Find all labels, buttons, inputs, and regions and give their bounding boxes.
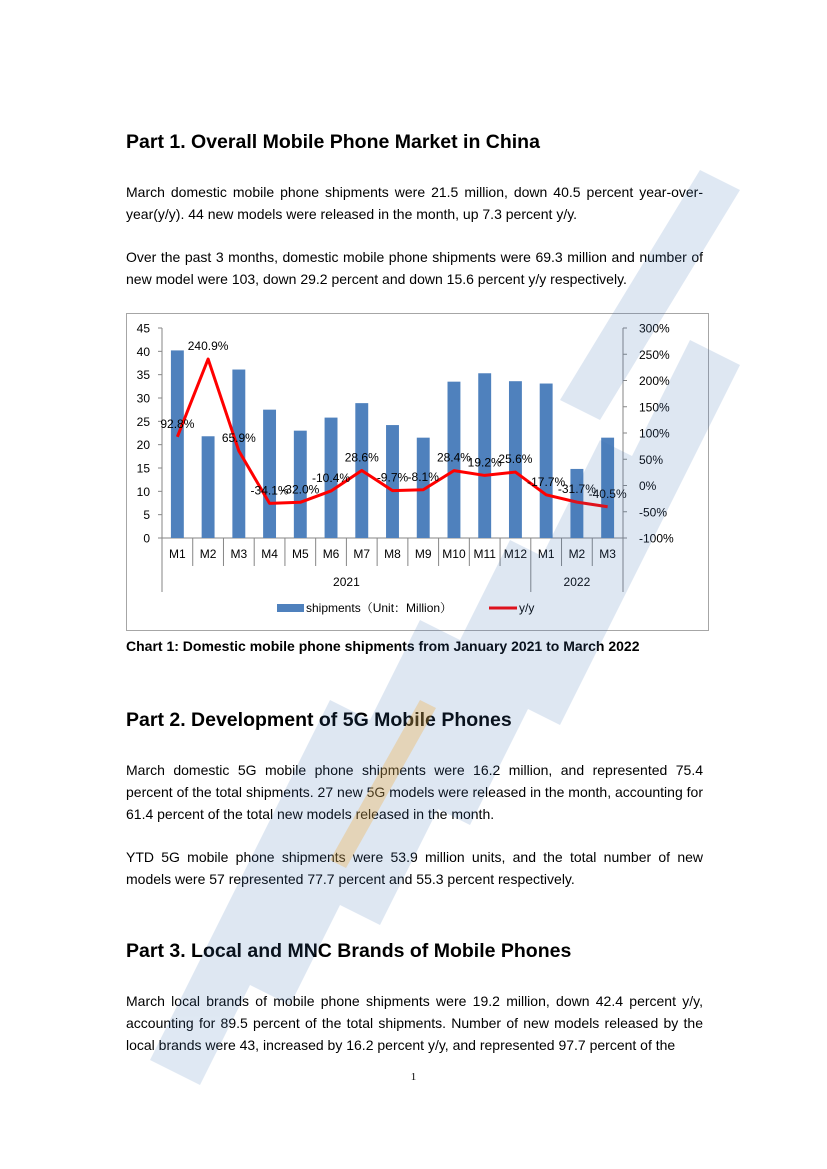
x-tick-label: M2 (568, 547, 586, 561)
left-tick-label: 45 (136, 321, 150, 336)
x-tick-label: M4 (261, 547, 278, 561)
right-tick-label: -100% (639, 531, 674, 546)
yy-data-label: -9.7% (376, 470, 409, 485)
yy-data-label: -34.1% (250, 483, 289, 498)
x-tick-label: M5 (291, 547, 309, 561)
left-tick-label: 40 (136, 344, 150, 359)
shipments-bar (540, 384, 553, 538)
yy-data-label: -8.1% (407, 469, 439, 484)
x-tick-label: M3 (230, 547, 248, 561)
yy-data-label: -17.7% (527, 474, 566, 489)
shipments-bar (263, 410, 276, 538)
x-tick-label: M2 (199, 547, 217, 561)
page-number: 1 (410, 1071, 417, 1083)
shipments-bar (202, 436, 215, 538)
x-tick-label: M1 (537, 547, 555, 561)
section2-paragraph-2: YTD 5G mobile phone shipments were 53.9 million units, and the total number of new models were 57 represented 77.7 percent and 55.3 percent respectively. (126, 849, 703, 887)
yy-data-label: 240.9% (187, 339, 229, 354)
year-group-label: 2021 (333, 575, 360, 589)
left-tick-label: 10 (136, 484, 150, 499)
year-group-label: 2022 (563, 575, 591, 589)
shipments-bar (171, 350, 184, 538)
x-tick-label: M10 (442, 547, 466, 561)
yy-data-label: 28.4% (436, 450, 471, 465)
yy-data-label: 28.6% (344, 450, 379, 465)
section3-paragraph-1: March local brands of mobile phone shipments were 19.2 million, down 42.4 percent y/y, accounting for 89.5 percent of the total shipments. Number of new models released by the local brands were 43, increased by 16.2 percent y/y, and represented 97.7 percent of the (126, 993, 703, 1053)
yy-data-label: 65.9% (221, 430, 256, 445)
section1-paragraph-1: March domestic mobile phone shipments were 21.5 million, down 40.5 percent year-over-year(y/y). 44 new models were released in the month, up 7.3 percent y/y. (126, 184, 703, 222)
x-tick-label: M3 (599, 547, 616, 561)
left-tick-label: 15 (136, 461, 150, 476)
chart-frame (126, 313, 709, 631)
right-tick-label: 50% (639, 452, 664, 467)
section3-heading: Part 3. Local and MNC Brands of Mobile Phones (126, 940, 572, 962)
yy-data-label: 25.6% (498, 452, 533, 467)
left-tick-label: 30 (136, 391, 150, 406)
x-tick-label: M6 (322, 547, 340, 561)
yy-data-label: 19.2% (467, 455, 502, 470)
x-tick-label: M1 (169, 547, 186, 561)
x-tick-label: M11 (473, 547, 496, 561)
yy-data-label: -40.5% (588, 486, 627, 501)
x-tick-label: M12 (503, 547, 528, 561)
legend-yy-label: y/y (519, 601, 535, 615)
right-tick-label: 100% (639, 426, 670, 441)
right-tick-label: 250% (639, 347, 670, 362)
right-tick-label: 300% (639, 321, 670, 336)
yy-data-label: 92.8% (160, 416, 195, 431)
section1-paragraph-2: Over the past 3 months, domestic mobile phone shipments were 69.3 million and number of new model were 103, down 29.2 percent and down 15.6 percent y/y respectively. (126, 249, 703, 287)
chart-caption: Chart 1: Domestic mobile phone shipments from January 2021 to March 2022 (126, 638, 640, 654)
yy-data-label: -32.0% (281, 482, 320, 497)
shipments-chart (127, 314, 708, 630)
right-tick-label: -50% (639, 505, 668, 520)
left-tick-label: 5 (143, 508, 150, 523)
legend-shipments-label: shipments（Unit：Million） (306, 601, 453, 615)
right-tick-label: 200% (639, 374, 670, 388)
x-tick-label: M9 (414, 547, 432, 561)
section2-heading: Part 2. Development of 5G Mobile Phones (126, 709, 512, 731)
left-tick-label: 0 (143, 531, 150, 546)
x-tick-label: M8 (384, 547, 401, 561)
left-tick-label: 25 (136, 414, 150, 429)
right-tick-label: 0% (639, 479, 657, 493)
legend-shipments-swatch (277, 604, 304, 612)
right-tick-label: 150% (639, 400, 670, 415)
yy-data-label: -31.7% (557, 482, 596, 497)
section1-heading: Part 1. Overall Mobile Phone Market in China (126, 131, 540, 153)
left-tick-label: 20 (136, 438, 150, 453)
x-tick-label: M7 (353, 547, 371, 561)
yy-data-label: -10.4% (312, 470, 351, 485)
left-tick-label: 35 (136, 368, 150, 383)
section2-paragraph-1: March domestic 5G mobile phone shipments were 16.2 million, and represented 75.4 percent of the total shipments. 27 new 5G models were released in the month, accounting for 61.4 percent of the total new models released in the month. (126, 762, 703, 822)
